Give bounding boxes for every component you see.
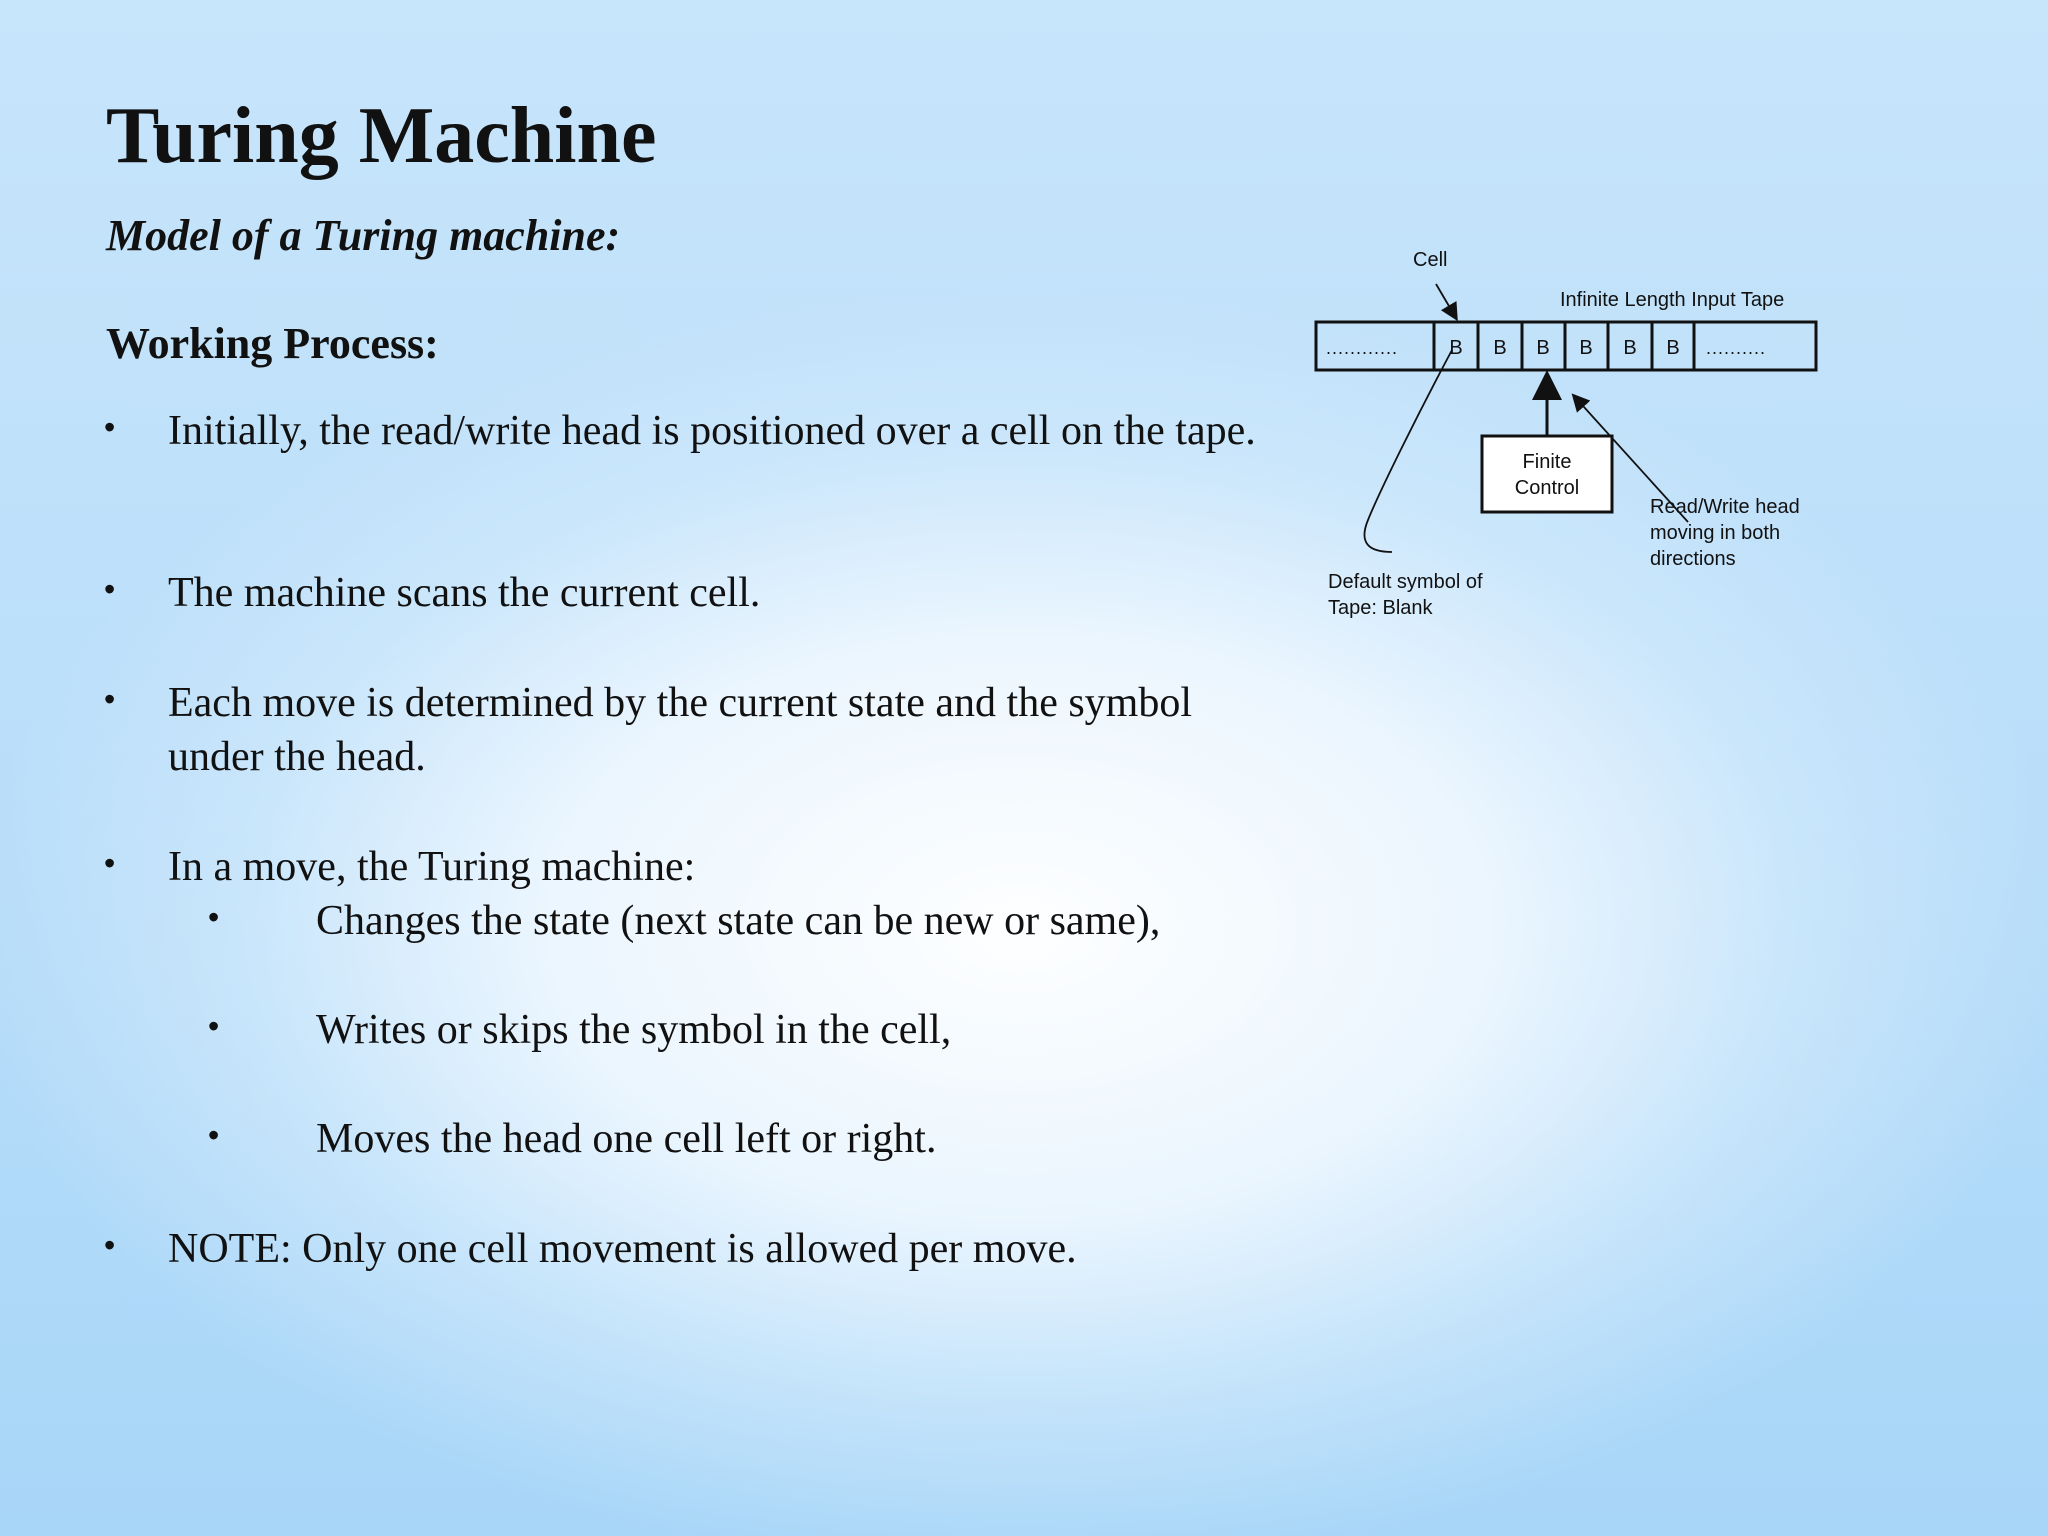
bullet-text: Moves the head one cell left or right. xyxy=(316,1116,937,1162)
tape-cell-symbol: B xyxy=(1536,337,1550,359)
bullet-glyph: • xyxy=(104,409,116,445)
list-item xyxy=(104,676,1288,784)
bullet-glyph: • xyxy=(104,845,116,881)
bullet-glyph: • xyxy=(104,1227,116,1263)
slide-subtitle: Model of a Turing machine: xyxy=(106,211,621,260)
bullet-text: In a move, the Turing machine: xyxy=(168,844,696,890)
bullet-text: NOTE: Only one cell movement is allowed per move. xyxy=(168,1226,1077,1272)
finite-control-box xyxy=(1482,436,1612,512)
tape-cell-symbol: B xyxy=(1623,337,1637,359)
sub-list-item xyxy=(208,894,1316,948)
tape-label: Infinite Length Input Tape xyxy=(1560,289,1785,311)
sub-list-item xyxy=(208,1112,1316,1166)
finite-control-label: Control xyxy=(1514,477,1580,499)
slide-title: Turing Machine xyxy=(106,92,657,180)
bullet-text: Each move is determined by the current state and the symbol under the head. xyxy=(168,680,1193,780)
tape-cell-symbol: B xyxy=(1449,337,1463,359)
cell-label: Cell xyxy=(1413,249,1448,271)
bullet-glyph: • xyxy=(208,1008,220,1044)
head-label: directions xyxy=(1650,548,1736,570)
list-item xyxy=(104,404,1288,458)
list-item xyxy=(104,566,1288,620)
bullet-glyph: • xyxy=(208,899,220,935)
tape-cell-symbol: B xyxy=(1579,337,1593,359)
tape-left-dots: ............ xyxy=(1326,338,1399,358)
cell-pointer-arrow xyxy=(1436,284,1456,318)
bullet-text: The machine scans the current cell. xyxy=(168,570,761,616)
default-symbol-pointer xyxy=(1364,350,1452,552)
section-heading: Working Process: xyxy=(106,319,439,368)
bullet-text: Changes the state (next state can be new or same), xyxy=(316,898,1161,944)
bullet-text: Writes or skips the symbol in the cell, xyxy=(316,1007,952,1053)
finite-control-label: Finite xyxy=(1522,451,1572,473)
bullet-text: Initially, the read/write head is positioned over a cell on the tape. xyxy=(168,408,1256,454)
bullet-glyph: • xyxy=(104,681,116,717)
default-symbol-label: Default symbol of xyxy=(1328,571,1483,593)
tape-cell-symbol: B xyxy=(1666,337,1680,359)
default-symbol-label: Tape: Blank xyxy=(1328,597,1433,619)
sub-list-item xyxy=(208,1003,1316,1057)
head-label: Read/Write head xyxy=(1650,496,1800,518)
tape-right-dots: .......... xyxy=(1706,338,1767,358)
bullet-glyph: • xyxy=(104,571,116,607)
turing-machine-diagram xyxy=(1300,240,1840,630)
tape-cell-symbol: B xyxy=(1493,337,1507,359)
head-label: moving in both xyxy=(1650,522,1781,544)
list-item xyxy=(104,840,1288,894)
list-item xyxy=(104,1222,1288,1276)
bullet-glyph: • xyxy=(208,1117,220,1153)
